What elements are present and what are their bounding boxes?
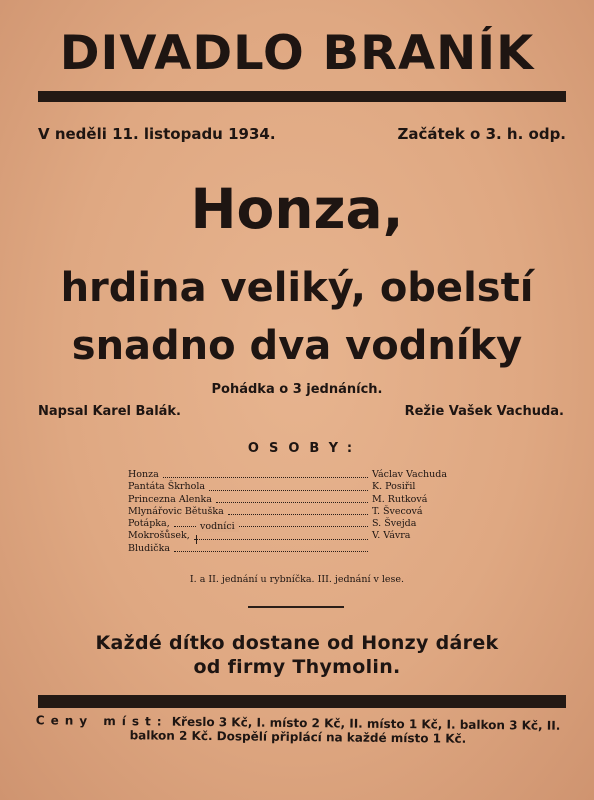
leader-dots [216, 502, 368, 503]
cast-row [128, 543, 458, 555]
top-divider [38, 91, 566, 102]
leader-dots [194, 539, 368, 540]
cast-role: Pantáta Škrhola [128, 481, 206, 493]
genre: Pohádka o 3 jednáních. [211, 382, 383, 397]
cast-row [128, 494, 458, 506]
date-row [38, 125, 566, 143]
start-time: Začátek o 3. h. odp. [397, 125, 566, 143]
promo-line1: Každé dítko dostane od Honzy dárek [95, 632, 499, 654]
theatre-name: DIVADLO BRANÍK [59, 26, 535, 81]
cast-actor: S. Švejda [372, 518, 417, 530]
cast-group-label: vodníci [196, 521, 239, 532]
acts-note: I. a II. jednání u rybníčka. III. jednání v lese. [189, 574, 405, 585]
play-subtitle-line1: hrdina veliký, obelstí [60, 265, 534, 311]
cast-role: Princezna Alenka [128, 493, 212, 505]
leader-dots [209, 490, 368, 491]
cast-heading: OSOBY: [247, 441, 363, 456]
cast-actor: T. Švecová [372, 505, 423, 517]
leader-dots [228, 514, 368, 515]
director-credit: Režie Vašek Vachuda. [404, 404, 564, 419]
promo-line2: od firmy Thymolin. [193, 656, 401, 678]
prices-label: Ceny míst: [35, 713, 168, 729]
cast-role: Mokrošůsek, [128, 530, 190, 542]
group-brace [196, 535, 197, 544]
short-divider [248, 606, 344, 608]
cast-row [128, 530, 458, 542]
cast-role: Bludička [128, 542, 170, 554]
prices-block [34, 713, 562, 747]
cast-role: Honza [128, 469, 159, 480]
cast-role: Mlynářovic Bětuška [128, 505, 224, 517]
performance-date: V neděli 11. listopadu 1934. [38, 125, 276, 143]
cast-actor: M. Rutková [372, 493, 428, 505]
credits-row [38, 404, 564, 419]
prices-text: Křeslo 3 Kč, I. místo 2 Kč, II. místo 1 Kč, I. balkon 3 Kč, II. balkon 2 Kč. Dospělí připlácí na každé místo 1 Kč. [129, 714, 561, 746]
bottom-divider [38, 695, 566, 708]
cast-list [128, 469, 458, 555]
play-title: Honza, [190, 177, 404, 241]
leader-dots [163, 477, 368, 478]
cast-row [128, 469, 458, 481]
cast-actor: K. Posiřil [372, 481, 416, 493]
author-credit: Napsal Karel Balák. [38, 404, 181, 419]
cast-actor: Václav Vachuda [372, 469, 448, 480]
cast-row [128, 518, 458, 530]
cast-row [128, 506, 458, 518]
leader-dots [174, 551, 368, 552]
cast-row [128, 481, 458, 493]
cast-actor: V. Vávra [372, 530, 411, 542]
play-subtitle-line2: snadno dva vodníky [71, 323, 523, 369]
cast-role: Potápka, [128, 518, 170, 530]
